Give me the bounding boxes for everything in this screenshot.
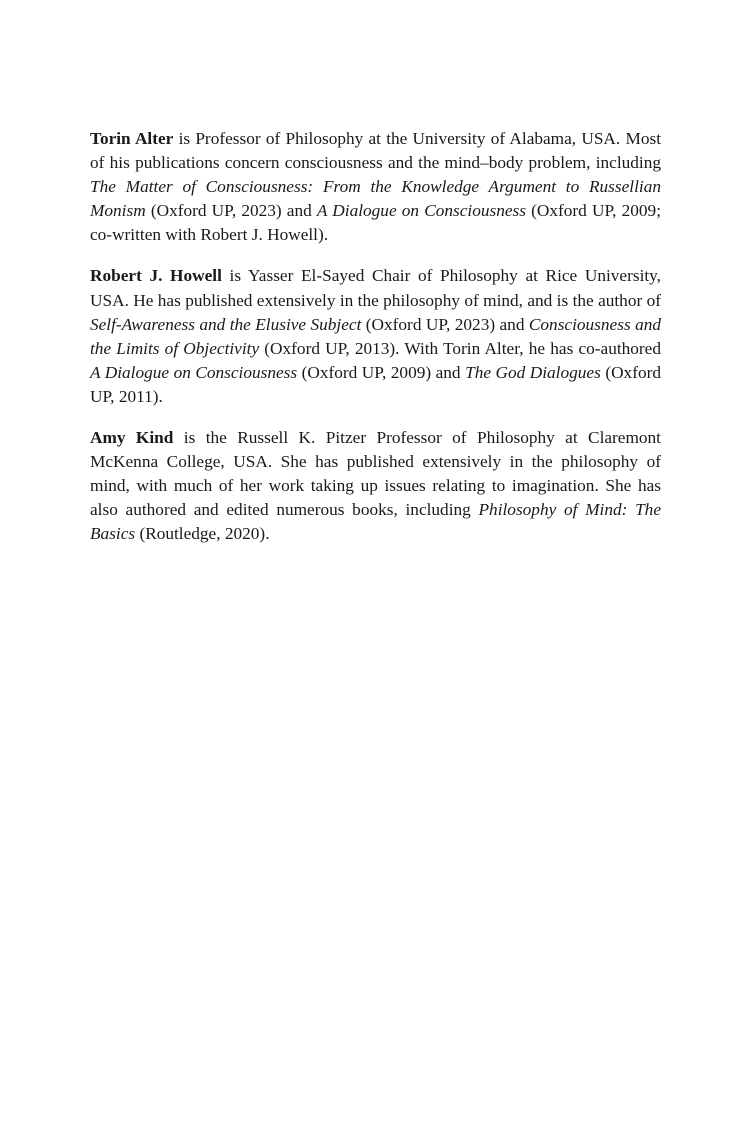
bio-text: (Routledge, 2020). — [135, 524, 270, 544]
bio-name: Amy Kind — [90, 428, 174, 448]
bio-text: is Yasser El-Sayed Chair of Philosophy at Rice University, USA. He has published extensively in the philosophy of mind, and is the author of — [90, 266, 662, 310]
bio-text: is Professor of Philosophy at the University of Alabama, USA. Most of his publications concern consciousness and the mind–body problem, including — [90, 129, 662, 173]
bio-text: (Oxford UP, 2013). With Torin Alter, he has co-authored — [259, 338, 661, 358]
book-title: The God Dialogues — [465, 362, 601, 382]
bio-amy-kind — [90, 426, 661, 546]
bio-text: (Oxford UP, 2023) and — [361, 314, 529, 334]
bio-text: (Oxford UP, 2023) and — [145, 201, 317, 221]
book-title: The Matter of Consciousness: From the Knowledge Argument to Russellian Monism — [90, 177, 661, 221]
bio-text: (Oxford UP, 2011). — [90, 362, 661, 406]
bio-robert-howell — [90, 264, 661, 409]
book-title: Self-Awareness and the Elusive Subject — [90, 314, 362, 334]
book-title: Consciousness and the Limits of Objectivity — [90, 314, 661, 358]
book-title: Philosophy of Mind: The Basics — [90, 500, 661, 544]
bio-name: Torin Alter — [90, 129, 174, 148]
bio-torin-alter — [90, 127, 661, 247]
bio-name: Robert J. Howell — [90, 266, 222, 286]
bio-text: (Oxford UP, 2009; co-written with Robert J. Howell). — [90, 201, 661, 245]
contributor-bios — [90, 127, 661, 564]
bio-text: (Oxford UP, 2009) and — [297, 362, 466, 382]
bio-text: is the Russell K. Pitzer Professor of Philosophy at Claremont McKenna College, USA. She has published extensively in the philosophy of mind, with much of her work taking up issues relating to imagination. She has also authored and edited numerous books, including — [90, 428, 661, 520]
book-title: A Dialogue on Consciousness — [90, 362, 298, 382]
book-title: A Dialogue on Consciousness — [316, 201, 526, 221]
